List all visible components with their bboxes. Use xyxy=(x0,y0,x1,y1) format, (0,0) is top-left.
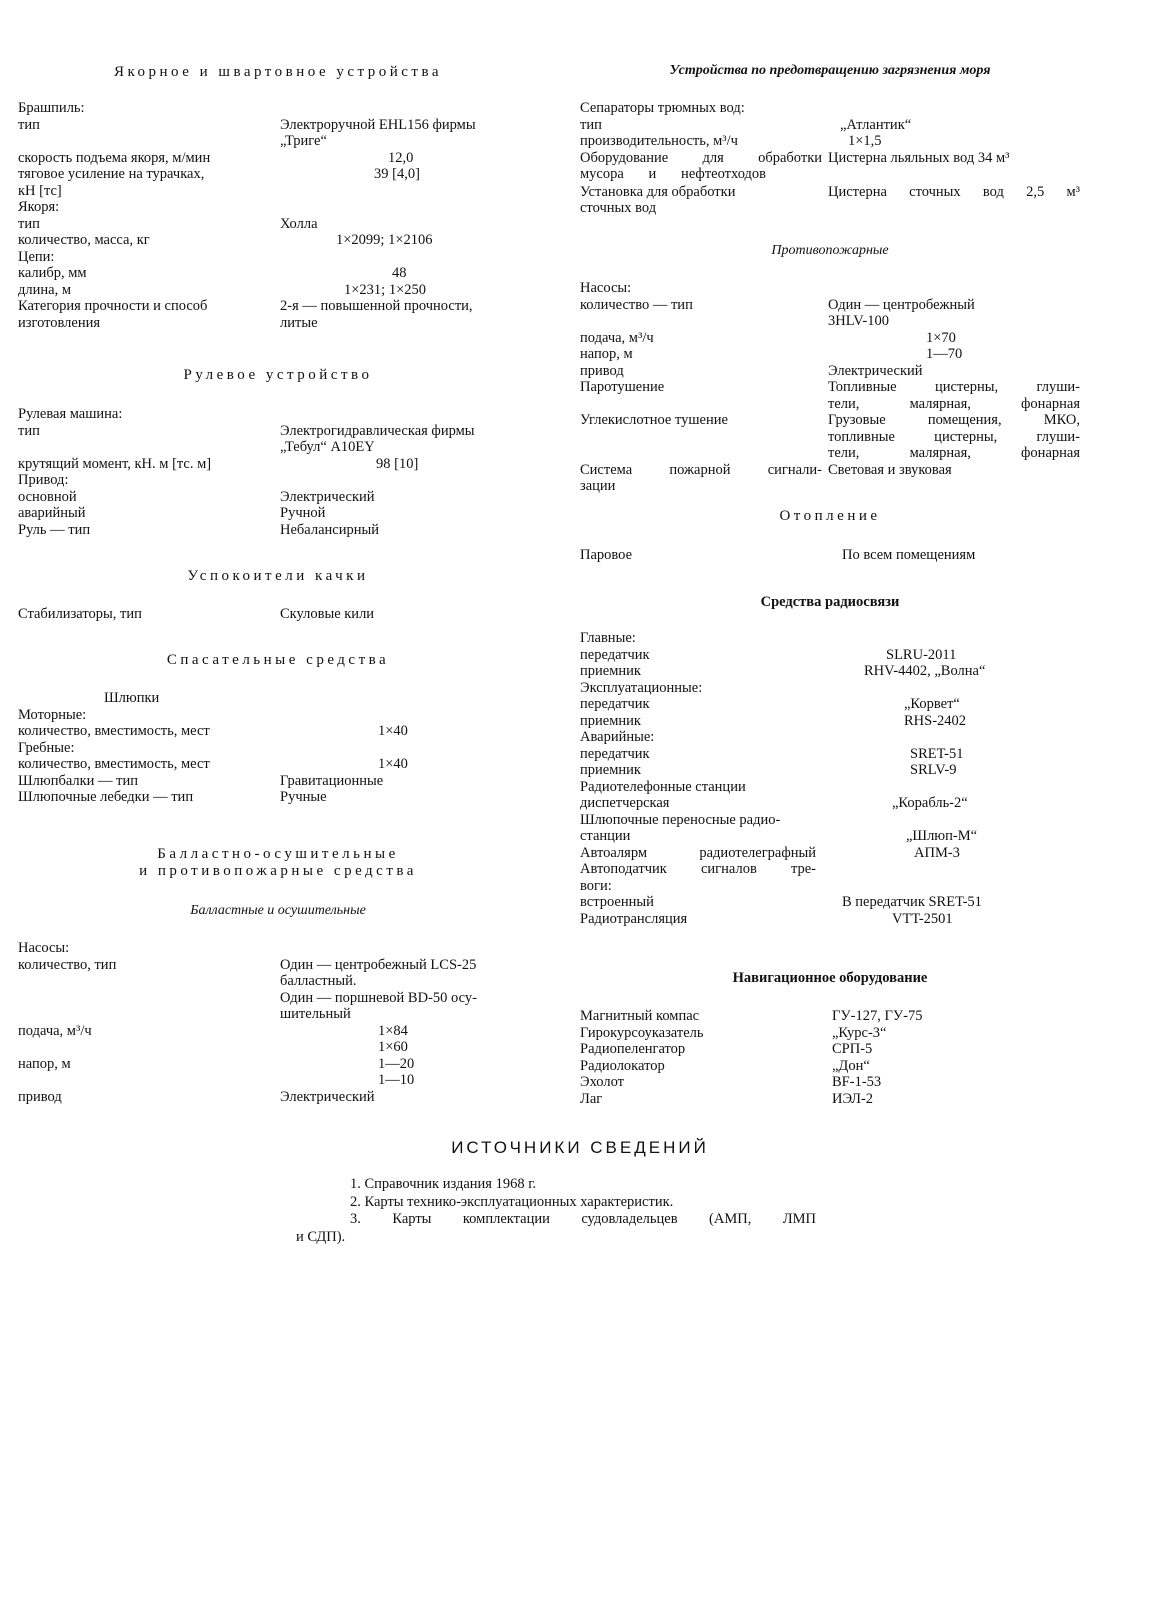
field-value: Электроручной EHL156 фирмы xyxy=(280,116,476,133)
field-value: 98 [10] xyxy=(376,455,419,472)
field-label: Эхолот xyxy=(580,1074,624,1090)
field-value: „Корвет“ xyxy=(904,696,960,712)
field-value: „Курс-3“ xyxy=(832,1024,887,1041)
field-label: Радиолокатор xyxy=(580,1057,665,1074)
field-value: Световая и звуковая xyxy=(828,461,952,478)
field-value: SRLV-9 xyxy=(910,762,957,778)
field-value: Один — поршневой BD-50 осу- xyxy=(280,989,477,1006)
field-label: изготовления xyxy=(18,314,101,331)
field-label: Магнитный компас xyxy=(580,1008,700,1024)
ballast-heading-line2: и противопожарные средства xyxy=(139,863,417,879)
nav-section xyxy=(580,1008,1080,1107)
field-label: количество, тип xyxy=(18,956,117,973)
field-label: Шлюпочные лебедки — тип xyxy=(18,789,194,805)
field-label: приемник xyxy=(580,712,641,729)
operational-radio-label: Эксплуатационные: xyxy=(580,679,703,696)
field-label: крутящий момент, кН. м [тс. м] xyxy=(18,455,212,472)
field-label: тип xyxy=(18,422,40,439)
field-value: Небалансирный xyxy=(280,521,379,538)
sources-list xyxy=(296,1176,816,1246)
steering-section xyxy=(18,406,538,538)
field-label: тяговое усиление на турачках, xyxy=(18,166,205,182)
field-value: тели, малярная, фонарная xyxy=(828,445,1080,461)
field-label: Радиотрансляция xyxy=(580,910,688,927)
field-label: Лаг xyxy=(580,1090,603,1107)
field-value: „Атлантик“ xyxy=(840,116,912,133)
nav-heading: Навигационное оборудование xyxy=(732,970,928,986)
field-label: Шлюпбалки — тип xyxy=(18,772,139,789)
field-label: Радиотелефонные станции xyxy=(580,778,746,795)
field-value: Электрический xyxy=(280,1088,375,1105)
field-label: Оборудование для обработки xyxy=(580,149,822,166)
field-label: передатчик xyxy=(580,646,650,663)
field-value: 2-я — повышенной прочности, xyxy=(280,298,473,314)
roll-section xyxy=(18,606,538,623)
field-value: 1—10 xyxy=(378,1072,415,1088)
field-value: Топливные цистерны, глуши- xyxy=(828,379,1080,395)
fire-section xyxy=(580,280,1080,495)
field-label: Автоподатчик сигналов тре- xyxy=(580,861,816,877)
field-value: Ручной xyxy=(280,505,326,521)
field-value: 1×70 xyxy=(926,329,956,346)
field-label: Радиопеленгатор xyxy=(580,1041,686,1057)
field-value: „Дон“ xyxy=(832,1057,870,1074)
field-label: привод xyxy=(580,362,624,379)
field-label: основной xyxy=(18,488,77,505)
field-label: Паротушение xyxy=(580,379,665,395)
main-radio-label: Главные: xyxy=(580,630,636,646)
field-value: „Триге“ xyxy=(280,133,327,149)
field-value: Один — центробежный LCS-25 xyxy=(280,956,477,973)
field-label: Система пожарной сигнали- xyxy=(580,461,822,478)
emergency-radio-label: Аварийные: xyxy=(580,729,655,745)
field-label: количество, масса, кг xyxy=(18,232,150,248)
field-label: мусора и нефтеотходов xyxy=(580,166,766,182)
field-value: ИЭЛ-2 xyxy=(832,1090,874,1107)
field-label: напор, м xyxy=(580,346,633,362)
separators-label: Сепараторы трюмных вод: xyxy=(580,100,745,116)
field-value: SRET-51 xyxy=(910,745,964,762)
source-item: 2. Карты технико-эксплуатационных характеристик. xyxy=(350,1193,674,1210)
windlass-label: Брашпиль: xyxy=(18,100,85,116)
field-value: Электрический xyxy=(828,362,923,379)
field-value: SLRU-2011 xyxy=(886,646,957,663)
field-label: подача, м³/ч xyxy=(580,329,654,346)
field-value: 1—20 xyxy=(378,1055,415,1072)
field-value: шительный xyxy=(280,1006,351,1022)
field-value: СРП-5 xyxy=(832,1041,873,1057)
field-label: привод xyxy=(18,1088,62,1105)
field-value: Грузовые помещения, МКО, xyxy=(828,412,1080,428)
ballast-section xyxy=(18,940,538,1105)
boats-label: Шлюпки xyxy=(104,690,160,706)
steering-machine-label: Рулевая машина: xyxy=(18,406,123,422)
field-label: количество — тип xyxy=(580,296,693,313)
sources-heading: ИСТОЧНИКИ СВЕДЕНИЙ xyxy=(451,1138,709,1157)
source-item: 3. Карты комплектации судовладельцев (АМП, ЛМП xyxy=(350,1211,816,1227)
field-label: производительность, м³/ч xyxy=(580,133,738,149)
field-value: „Корабль-2“ xyxy=(892,795,968,811)
field-value: „Тебул“ A10EY xyxy=(280,439,375,455)
field-value: АПМ-3 xyxy=(914,844,960,861)
field-label: кН [тс] xyxy=(18,182,62,199)
field-label: встроенный xyxy=(580,894,654,910)
field-value: В передатчик SRET-51 xyxy=(842,894,982,910)
field-value: тели, малярная, фонарная xyxy=(828,395,1080,412)
field-value: „Шлюп-М“ xyxy=(906,828,978,844)
field-value: RHS-2402 xyxy=(904,712,967,729)
field-value: 3HLV-100 xyxy=(828,313,889,329)
steering-heading: Рулевое устройство xyxy=(183,367,373,383)
field-value: Цистерна льяльных вод 34 м³ xyxy=(828,149,1010,166)
field-label: скорость подъема якоря, м/мин xyxy=(18,149,211,166)
field-label: передатчик xyxy=(580,696,650,712)
field-value: Электрический xyxy=(280,488,375,505)
field-label: Шлюпочные переносные радио- xyxy=(580,811,781,828)
field-value: 48 xyxy=(392,265,407,281)
ballast-heading-line1: Балластно-осушительные xyxy=(157,846,399,862)
field-label: Руль — тип xyxy=(18,521,91,538)
anchors-label: Якоря: xyxy=(18,199,60,215)
chains-label: Цепи: xyxy=(18,248,55,265)
field-label: передатчик xyxy=(580,745,650,762)
field-value: 1×1,5 xyxy=(848,133,882,149)
field-value: VTT-2501 xyxy=(892,910,953,927)
field-value: 39 [4,0] xyxy=(374,166,420,182)
field-label: приемник xyxy=(580,663,641,679)
fire-heading: Противопожарные xyxy=(771,243,889,258)
pumps-label: Насосы: xyxy=(580,280,632,296)
heating-heading: Отопление xyxy=(779,508,881,524)
field-label: Установка для обработки xyxy=(580,183,736,200)
anchor-section xyxy=(18,100,538,331)
radio-heading: Средства радиосвязи xyxy=(760,594,900,610)
field-value: 1—70 xyxy=(926,346,963,362)
field-value: ГУ-127, ГУ-75 xyxy=(832,1008,923,1024)
ballast-subheading: Балластные и осушительные xyxy=(190,903,366,918)
roll-heading: Успокоители качки xyxy=(187,568,369,584)
field-value: Ручные xyxy=(280,789,327,805)
field-label: аварийный xyxy=(18,505,86,521)
field-value: Электрогидравлическая фирмы xyxy=(280,422,475,439)
field-value: По всем помещениям xyxy=(842,547,976,563)
field-value: балластный. xyxy=(280,973,357,989)
anchor-heading: Якорное и швартовное устройства xyxy=(113,64,443,80)
field-label: калибр, мм xyxy=(18,265,87,281)
field-label: длина, м xyxy=(18,281,71,298)
field-value: Холла xyxy=(280,215,318,232)
field-label: тип xyxy=(18,215,40,232)
source-item: 1. Справочник издания 1968 г. xyxy=(350,1176,537,1192)
field-value: 1×84 xyxy=(378,1022,408,1039)
field-label: приемник xyxy=(580,762,641,778)
field-label: тип xyxy=(18,116,40,133)
field-label: зации xyxy=(580,478,616,494)
lifesaving-heading: Спасательные средства xyxy=(166,652,390,668)
lifesaving-section xyxy=(18,690,538,806)
field-value: BF-1-53 xyxy=(832,1074,882,1090)
field-value: 1×2099; 1×2106 xyxy=(336,232,433,248)
heating-section xyxy=(580,547,1080,564)
radio-section xyxy=(580,630,1080,927)
field-label: Категория прочности и способ xyxy=(18,298,208,314)
field-label: тип xyxy=(580,116,602,133)
field-value: 1×231; 1×250 xyxy=(344,281,427,298)
field-label: количество, вместимость, мест xyxy=(18,723,210,739)
field-label: Углекислотное тушение xyxy=(580,412,728,428)
field-label: Стабилизаторы, тип xyxy=(18,606,142,622)
field-label: напор, м xyxy=(18,1055,71,1072)
field-value: Гравитационные xyxy=(280,772,384,789)
pollution-section xyxy=(580,100,1080,217)
field-value: 1×40 xyxy=(378,723,408,739)
field-value: Цистерна сточных вод 2,5 м³ xyxy=(828,183,1080,200)
field-value: литые xyxy=(280,314,318,331)
field-value: RHV-4402, „Волна“ xyxy=(864,663,986,679)
drive-label: Привод: xyxy=(18,472,69,488)
field-label: воги: xyxy=(580,877,612,894)
field-value: Скуловые кили xyxy=(280,606,375,622)
motor-boats-label: Моторные: xyxy=(18,706,87,723)
field-label: Автоалярм радиотелеграфный xyxy=(580,844,816,861)
pumps-label: Насосы: xyxy=(18,940,70,956)
field-value: 12,0 xyxy=(388,149,414,166)
field-value: 1×40 xyxy=(378,756,408,772)
field-value: Один — центробежный xyxy=(828,296,975,313)
pollution-heading: Устройства по предотвращению загрязнения моря xyxy=(669,63,991,78)
field-label: Гирокурсоуказатель xyxy=(580,1024,704,1041)
source-item-continued: и СДП). xyxy=(296,1228,346,1245)
field-label: Паровое xyxy=(580,547,633,563)
field-value: топливные цистерны, глуши- xyxy=(828,428,1080,445)
ballast-heading xyxy=(18,846,538,880)
field-label: подача, м³/ч xyxy=(18,1022,92,1039)
field-label: диспетчерская xyxy=(580,795,670,811)
field-label: сточных вод xyxy=(580,200,657,216)
field-label: количество, вместимость, мест xyxy=(18,756,210,772)
field-label: станции xyxy=(580,828,631,844)
field-value: 1×60 xyxy=(378,1039,408,1055)
rowing-boats-label: Гребные: xyxy=(18,739,75,756)
